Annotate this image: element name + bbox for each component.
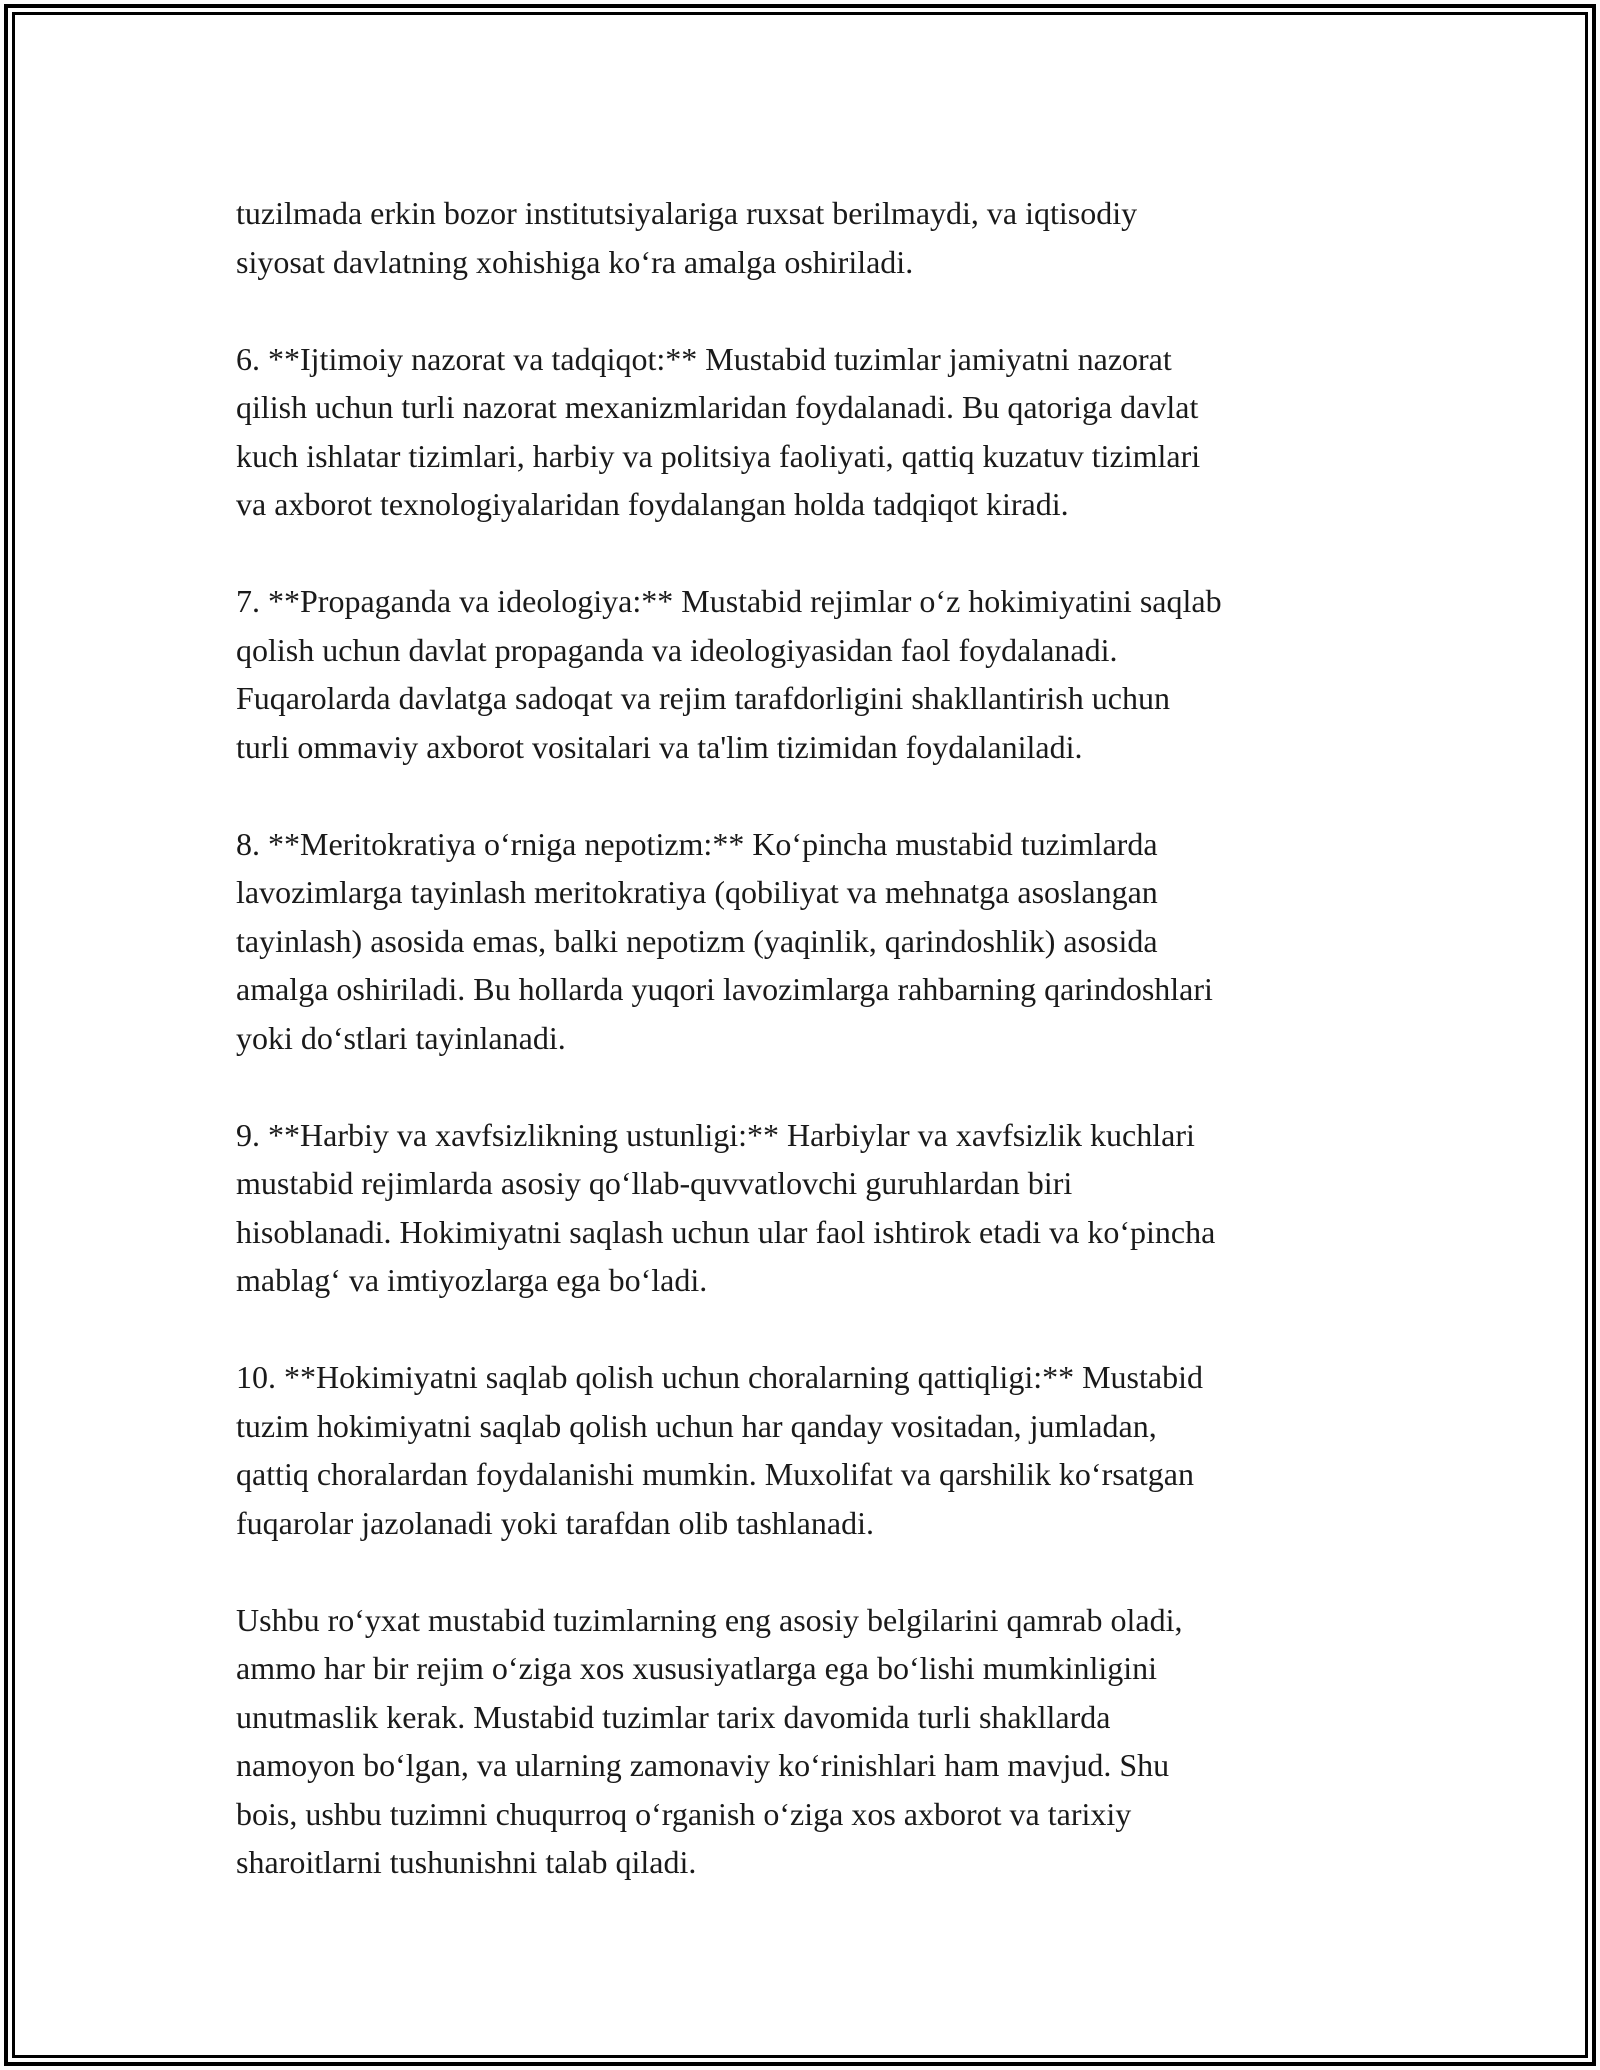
- paragraph-item-7: 7. **Propaganda va ideologiya:** Mustabid rejimlar oʻz hokimiyatini saqlab qolish uchun davlat propaganda va ideologiyasidan faol foydalanadi. Fuqarolarda davlatga sadoqat va rejim tarafdorligini shakllantirish uchun turli ommaviy axborot vositalari va ta'lim tizimidan foydalaniladi.: [236, 583, 1222, 765]
- paragraph-continuation: tuzilmada erkin bozor institutsiyalariga ruxsat berilmaydi, va iqtisodiy siyosat davlatning xohishiga koʻra amalga oshiriladi.: [236, 195, 1138, 280]
- paragraph-item-9: 9. **Harbiy va xavfsizlikning ustunligi:** Harbiylar va xavfsizlik kuchlari mustabid rejimlarda asosiy qoʻllab-quvvatlovchi guruhlardan biri hisoblanadi. Hokimiyatni saqlash uchun ular faol ishtirok etadi va koʻpincha mablagʻ va imtiyozlarga ega boʻladi.: [236, 1116, 1216, 1298]
- document-body: [236, 189, 1406, 1935]
- paragraph-item-6: 6. **Ijtimoiy nazorat va tadqiqot:** Mustabid tuzimlar jamiyatni nazorat qilish uchun turli nazorat mexanizmlaridan foydalanadi. Bu qatoriga davlat kuch ishlatar tizimlari, harbiy va politsiya faoliyati, qattiq kuzatuv tizimlari va axborot texnologiyalaridan foydalangan holda tadqiqot kiradi.: [236, 340, 1201, 522]
- paragraph-conclusion: Ushbu roʻyxat mustabid tuzimlarning eng asosiy belgilarini qamrab oladi, ammo har bir rejim oʻziga xos xususiyatlarga ega boʻlishi mumkinligini unutmaslik kerak. Mustabid tuzimlar tarix davomida turli shakllarda namoyon boʻlgan, va ularning zamonaviy koʻrinishlari ham mavjud. Shu bois, ushbu tuzimni chuqurroq oʻrganish oʻziga xos axborot va tarixiy sharoitlarni tushunishni talab qiladi.: [236, 1601, 1183, 1880]
- paragraph-item-10: 10. **Hokimiyatni saqlab qolish uchun choralarning qattiqligi:** Mustabid tuzim hokimiyatni saqlab qolish uchun har qanday vositadan, jumladan, qattiq choralardan foydalanishi mumkin. Muxolifat va qarshilik koʻrsatgan fuqarolar jazolanadi yoki tarafdan olib tashlanadi.: [236, 1359, 1203, 1541]
- paragraph-item-8: 8. **Meritokratiya oʻrniga nepotizm:** Koʻpincha mustabid tuzimlarda lavozimlarga tayinlash meritokratiya (qobiliyat va mehnatga asoslangan tayinlash) asosida emas, balki nepotizm (yaqinlik, qarindoshlik) asosida amalga oshiriladi. Bu hollarda yuqori lavozimlarga rahbarning qarindoshlari yoki doʻstlari tayinlanadi.: [236, 825, 1213, 1056]
